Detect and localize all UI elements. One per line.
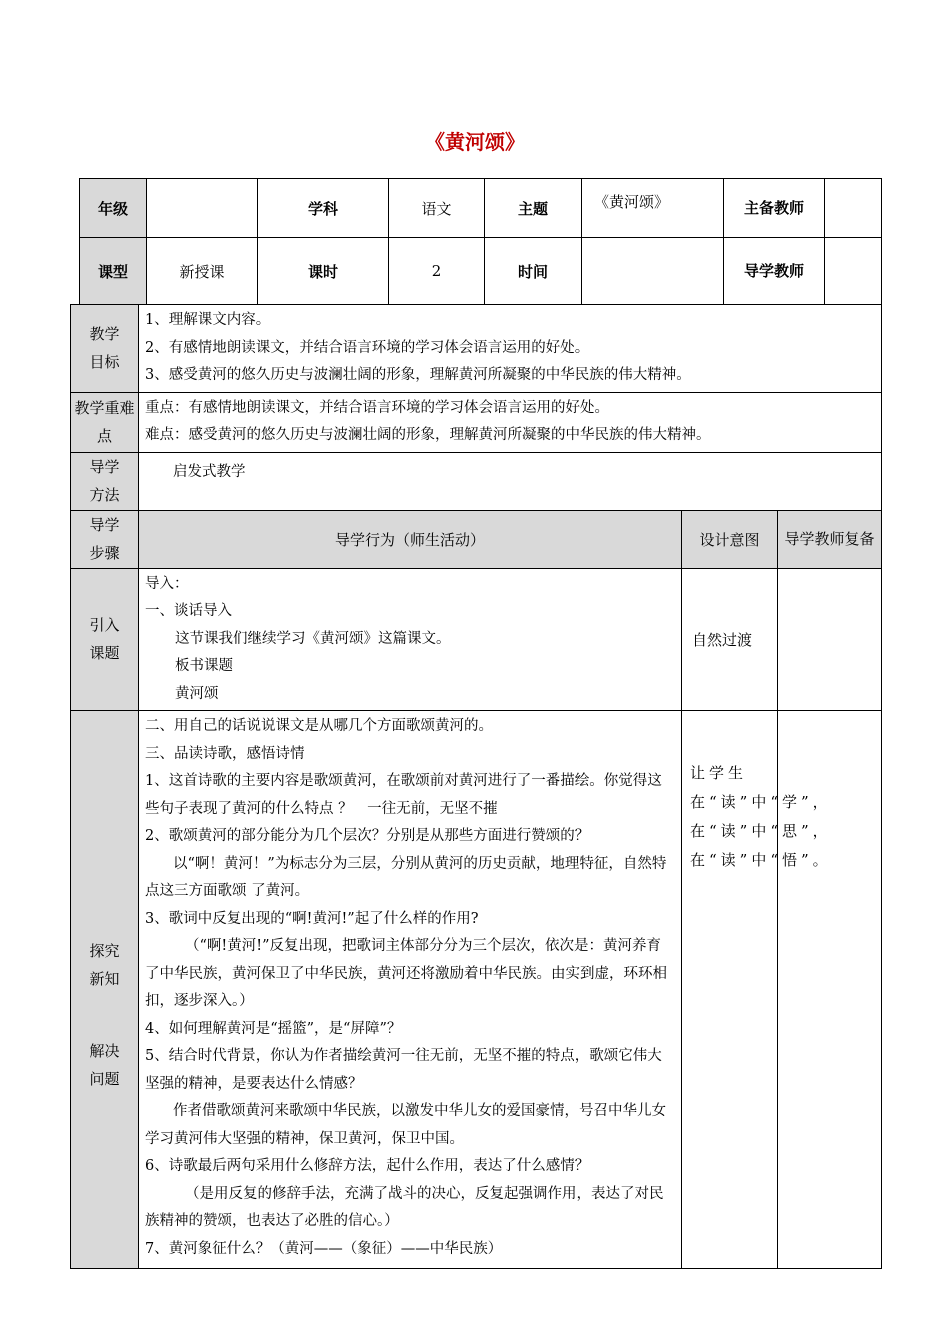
lead-teacher-label: 主备教师 [724, 179, 825, 238]
review-header: 导学教师复备 [778, 510, 882, 568]
explore-line: （是用反复的修辞手法，充满了战斗的决心，反复起强调作用，表达了对民族精神的赞颂，也表达了必胜的信心。） [145, 1185, 664, 1229]
goal-item: 1、理解课文内容。 [145, 312, 271, 328]
subject-label: 学科 [258, 179, 389, 238]
key-points-content [139, 392, 882, 452]
explore-label: 探究新知 解决问题 [71, 711, 139, 1269]
intro-design: 自然过渡 [682, 568, 778, 711]
activity-header: 导学行为（师生活动） [139, 510, 682, 568]
page-title: 《黄河颂》 [425, 130, 525, 154]
hours-label: 课时 [258, 238, 389, 305]
explore-line: 7、黄河象征什么？（黄河——（象征）——中华民族） [145, 1240, 503, 1257]
steps-label: 导学步骤 [71, 510, 139, 568]
goal-item: 2、有感情地朗读课文，并结合语言环境的学习体会语言运用的好处。 [145, 339, 590, 356]
type-value: 新授课 [147, 238, 258, 305]
explore-line: 5、结合时代背景，你认为作者描绘黄河一往无前，无坚不摧的特点，歌颂它伟大坚强的精神，是要表达什么情感？ [145, 1048, 662, 1092]
explore-line: （“啊!黄河!”反复出现，把歌词主体部分分为三个层次，依次是：黄河养育了中华民族，黄河保卫了中华民族，黄河还将激励着中华民族。由实到虚，环环相扣，逐步深入。） [145, 938, 667, 1009]
explore-line: 1、这首诗歌的主要内容是歌颂黄河，在歌颂前对黄河进行了一番描绘。你觉得这些句子表现了黄河的什么特点 ？ 一往无前，无坚不摧 [145, 773, 662, 817]
explore-line: 2、歌颂黄河的部分能分为几个层次？分别是从那些方面进行赞颂的？ [145, 828, 590, 844]
explore-line: 3、歌词中反复出现的“啊!黄河!”起了什么样的作用? [145, 910, 479, 927]
method-value: 启发式教学 [139, 452, 882, 510]
header-table [79, 178, 882, 305]
explore-line: 以“啊！黄河！”为标志分为三层，分别从黄河的历史贡献，地理特征，自然特点这三方面歌颂 了黄河。 [145, 855, 667, 899]
key-point-item: 重点：有感情地朗读课文，并结合语言环境的学习体会语言运用的好处。 [145, 399, 609, 416]
explore-line: 三、品读诗歌，感悟诗情 [145, 745, 305, 762]
intro-line: 导入： [145, 575, 189, 592]
guide-teacher-value [825, 238, 882, 305]
lead-teacher-value [825, 179, 882, 238]
intro-content [139, 568, 682, 711]
intro-review [778, 568, 882, 711]
goals-label: 教学目标 [71, 305, 139, 393]
intro-line: 黄河颂 [175, 685, 219, 702]
key-points-label: 教学重难点 [71, 392, 139, 452]
explore-design: 让学生在“读”中“学”，在“读”中“思”，在“读”中“悟”。 [682, 711, 778, 1269]
topic-value: 《黄河颂》 [582, 179, 724, 238]
key-point-item: 难点：感受黄河的悠久历史与波澜壮阔的形象，理解黄河所凝聚的中华民族的伟大精神。 [145, 427, 711, 443]
topic-label: 主题 [485, 179, 582, 238]
explore-content [139, 711, 682, 1269]
type-label: 课型 [80, 238, 147, 305]
explore-line: 作者借歌颂黄河来歌颂中华民族，以激发中华儿女的爱国豪情，号召中华儿女学习黄河伟大坚强的精神，保卫黄河，保卫中国。 [145, 1103, 666, 1147]
time-value [582, 238, 724, 305]
intro-line: 这节课我们继续学习《黄河颂》这篇课文。 [175, 630, 451, 647]
lesson-table [70, 304, 882, 1269]
design-header: 设计意图 [682, 510, 778, 568]
explore-line: 4、如何理解黄河是“摇篮”，是“屏障”？ [145, 1020, 402, 1037]
method-label: 导学方法 [71, 452, 139, 510]
goals-content [139, 305, 882, 393]
hours-value: 2 [389, 238, 485, 305]
grade-label: 年级 [80, 179, 147, 238]
grade-value [147, 179, 258, 238]
explore-line: 二、用自己的话说说课文是从哪几个方面歌颂黄河的。 [145, 718, 493, 734]
intro-line: 一、谈话导入 [145, 603, 232, 619]
subject-value: 语文 [389, 179, 485, 238]
time-label: 时间 [485, 238, 582, 305]
intro-line: 板书课题 [175, 658, 233, 674]
intro-label: 引入课题 [71, 568, 139, 711]
explore-line: 6、诗歌最后两句采用什么修辞方法，起什么作用，表达了什么感情？ [145, 1158, 590, 1174]
goal-item: 3、感受黄河的悠久历史与波澜壮阔的形象，理解黄河所凝聚的中华民族的伟大精神。 [145, 367, 691, 383]
guide-teacher-label: 导学教师 [724, 238, 825, 305]
